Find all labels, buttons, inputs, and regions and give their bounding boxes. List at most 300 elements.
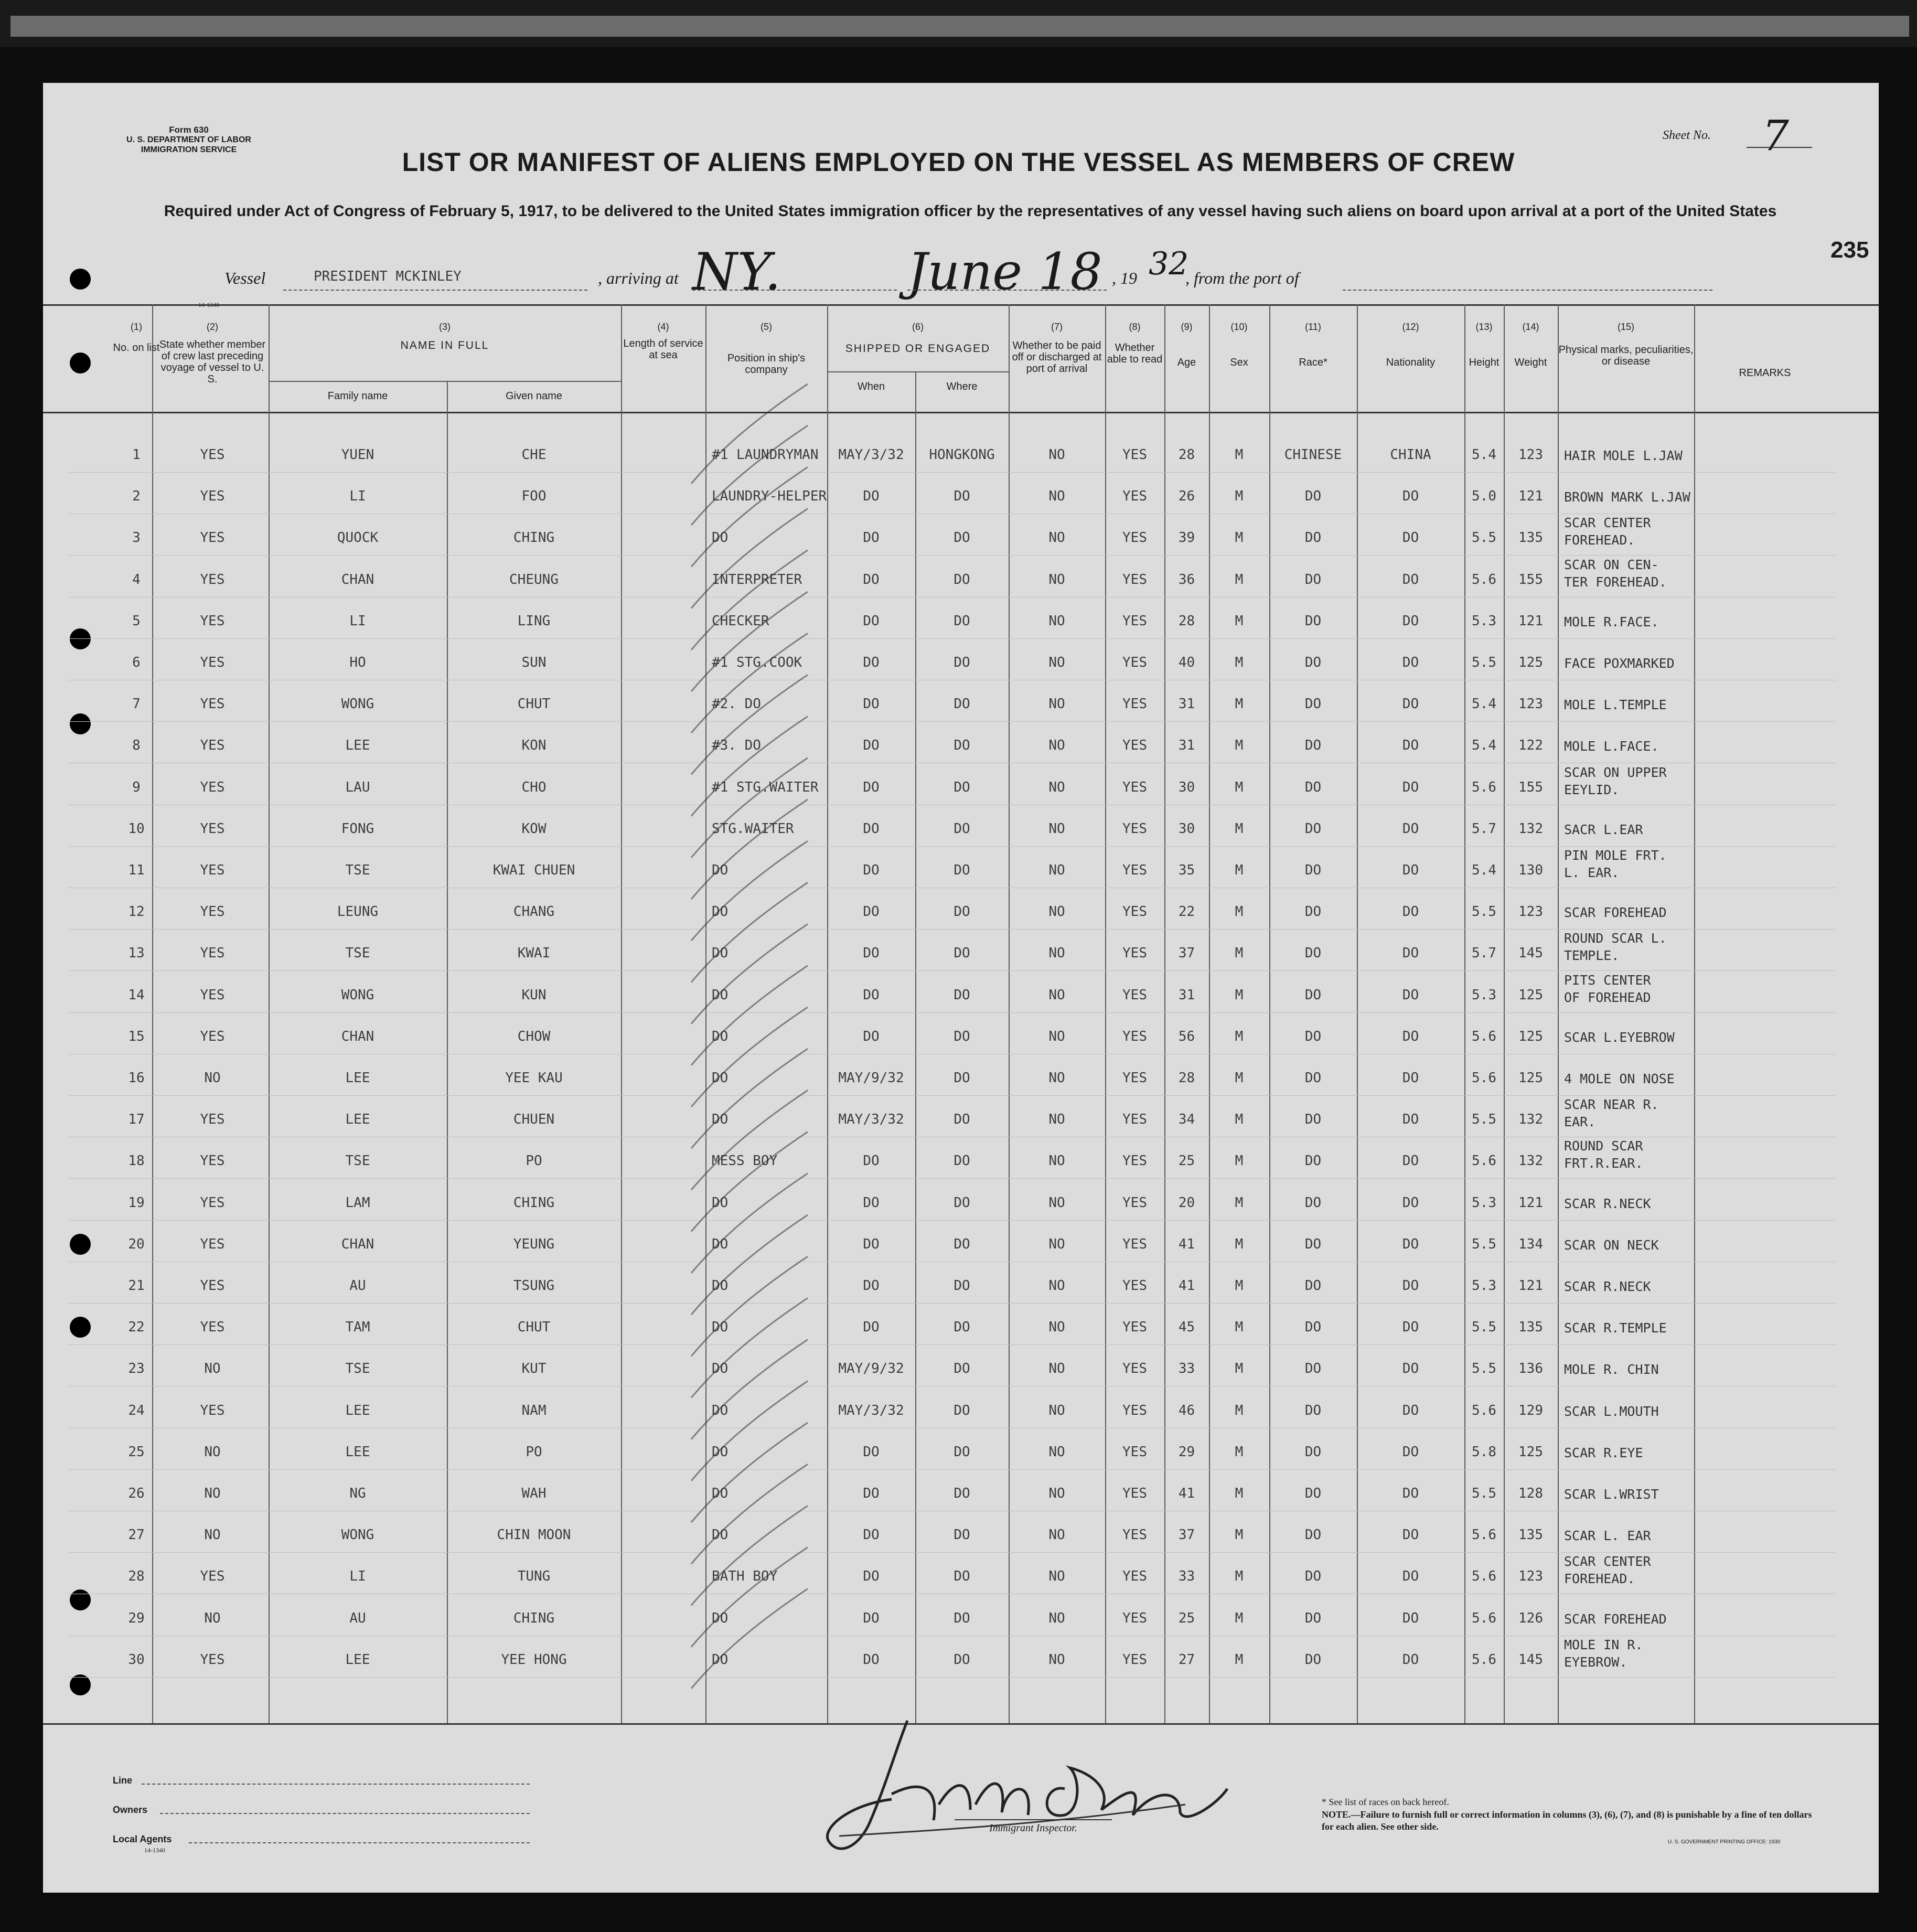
cell-weight: 125 [1518, 987, 1543, 1003]
cell-height: 5.3 [1472, 1278, 1496, 1294]
cell-height: 5.6 [1472, 1610, 1496, 1626]
cell-sex: M [1235, 447, 1244, 463]
cell-prev: YES [200, 1278, 225, 1294]
cell-sex: M [1235, 1444, 1244, 1460]
cell-weight: 129 [1518, 1403, 1543, 1418]
cell-physical-marks: SCAR CENTER [1564, 1554, 1651, 1569]
from-port-underline [1343, 290, 1712, 291]
cell-no: 15 [128, 1029, 145, 1044]
cell-position: LAUNDRY-HELPER [712, 488, 827, 504]
cell-where: DO [954, 862, 970, 878]
cell-nat: DO [1402, 1652, 1419, 1668]
cell-physical-marks: SCAR L.WRIST [1564, 1487, 1659, 1502]
cell-nat: DO [1402, 1361, 1419, 1376]
col4-header [621, 321, 705, 361]
cell-height: 5.7 [1472, 821, 1496, 837]
cell-race: DO [1304, 1527, 1322, 1543]
cell-paid: NO [1048, 780, 1065, 795]
cell-age: 27 [1178, 1652, 1195, 1668]
cell-sex: M [1235, 1527, 1244, 1543]
cell-no: 17 [128, 1112, 145, 1127]
col5-header [705, 321, 827, 376]
cell-no: 11 [128, 862, 145, 878]
row-rule [68, 1469, 1836, 1470]
cell-height: 5.6 [1472, 780, 1496, 795]
cell-nat: DO [1402, 738, 1419, 753]
cell-race: DO [1304, 1070, 1322, 1086]
cell-height: 5.5 [1472, 530, 1496, 546]
cell-age: 41 [1178, 1486, 1195, 1501]
cell-race: DO [1304, 1236, 1322, 1252]
cell-sex: M [1235, 1153, 1244, 1169]
cell-nat: DO [1402, 1444, 1419, 1460]
cell-race: DO [1304, 1486, 1322, 1501]
cell-prev: YES [200, 488, 225, 504]
cell-given: CHOW [517, 1029, 551, 1044]
cell-family: LAM [345, 1195, 370, 1211]
cell-physical-marks: PITS CENTER [1564, 973, 1651, 988]
page-title: LIST OR MANIFEST OF ALIENS EMPLOYED ON THE VESSEL AS MEMBERS OF CREW [402, 147, 1515, 177]
cell-height: 5.3 [1472, 1195, 1496, 1211]
date-underline [907, 290, 1107, 291]
cell-prev: YES [200, 904, 225, 920]
cell-given: KUT [521, 1361, 547, 1376]
cell-when: DO [863, 1029, 880, 1044]
cell-race: DO [1304, 1195, 1322, 1211]
cell-when: DO [863, 1568, 880, 1584]
cell-read: YES [1122, 1278, 1147, 1294]
cell-position: #3. DO [712, 738, 761, 753]
cell-weight: 132 [1518, 821, 1543, 837]
cell-where: DO [954, 696, 970, 712]
cell-race: DO [1304, 1568, 1322, 1584]
cell-when: DO [863, 1195, 880, 1211]
cell-family: AU [349, 1278, 366, 1294]
cell-position: #2. DO [712, 696, 761, 712]
cell-nat: DO [1402, 1486, 1419, 1501]
cell-nat: DO [1402, 1153, 1419, 1169]
cell-physical-marks: SCAR ON NECK [1564, 1237, 1659, 1253]
cell-where: DO [954, 1153, 970, 1169]
cell-physical-marks: ROUND SCAR [1564, 1138, 1643, 1154]
cell-paid: NO [1048, 1070, 1065, 1086]
name-subheader-line [269, 381, 621, 382]
cell-paid: NO [1048, 862, 1065, 878]
inspector-label: Immigrant Inspector. [989, 1822, 1077, 1834]
cell-height: 5.4 [1472, 862, 1496, 878]
cell-physical-marks: SCAR ON CEN- [1564, 557, 1659, 572]
row-rule [68, 1178, 1836, 1179]
cell-sex: M [1235, 696, 1244, 712]
cell-where: DO [954, 945, 970, 961]
family-name-header: Family name [327, 390, 388, 402]
cell-paid: NO [1048, 1568, 1065, 1584]
cell-family: YUEN [341, 447, 374, 463]
cell-paid: NO [1048, 821, 1065, 837]
cell-nat: DO [1402, 1195, 1419, 1211]
col-number: (9) [1181, 322, 1193, 332]
cell-read: YES [1122, 530, 1147, 546]
cell-given: FOO [521, 488, 547, 504]
cell-sex: M [1235, 1029, 1244, 1044]
cell-race: DO [1304, 945, 1322, 961]
cell-position: DO [712, 1444, 729, 1460]
cell-no: 28 [128, 1568, 145, 1584]
cell-height: 5.6 [1472, 1070, 1496, 1086]
cell-read: YES [1122, 987, 1147, 1003]
cell-age: 31 [1178, 987, 1195, 1003]
cell-family: QUOCK [337, 530, 379, 546]
cell-position: DO [712, 904, 729, 920]
cell-position: DO [712, 1319, 729, 1335]
cell-physical-marks: ROUND SCAR L. [1564, 931, 1667, 946]
cell-when: MAY/3/32 [838, 1403, 904, 1418]
cell-given: CHING [513, 1195, 555, 1211]
cell-read: YES [1122, 821, 1147, 837]
cell-height: 5.5 [1472, 1486, 1496, 1501]
cell-weight: 136 [1518, 1361, 1543, 1376]
cell-where: DO [954, 1652, 970, 1668]
cell-no: 29 [128, 1610, 145, 1626]
cell-sex: M [1235, 821, 1244, 837]
cell-when: DO [863, 1527, 880, 1543]
cell-height: 5.6 [1472, 1652, 1496, 1668]
cell-weight: 121 [1518, 613, 1543, 629]
cell-age: 37 [1178, 1527, 1195, 1543]
cell-read: YES [1122, 488, 1147, 504]
cell-nat: DO [1402, 945, 1419, 961]
cell-prev: YES [200, 780, 225, 795]
port-underline [692, 290, 897, 291]
cell-nat: DO [1402, 987, 1419, 1003]
cell-when: DO [863, 572, 880, 588]
cell-read: YES [1122, 572, 1147, 588]
cell-weight: 132 [1518, 1112, 1543, 1127]
cell-when: DO [863, 1319, 880, 1335]
row-rule [68, 1344, 1836, 1345]
cell-read: YES [1122, 655, 1147, 670]
cell-no: 23 [128, 1361, 145, 1376]
col-number: (7) [1051, 322, 1063, 332]
cell-given: TUNG [517, 1568, 551, 1584]
cell-family: TSE [345, 1361, 370, 1376]
cell-weight: 125 [1518, 655, 1543, 670]
cell-physical-marks: MOLE L.FACE. [1564, 739, 1659, 754]
cell-read: YES [1122, 1568, 1147, 1584]
cell-when: DO [863, 696, 880, 712]
cell-height: 5.8 [1472, 1444, 1496, 1460]
cell-height: 5.6 [1472, 1568, 1496, 1584]
cell-height: 5.6 [1472, 1153, 1496, 1169]
cell-where: HONGKONG [929, 447, 995, 463]
cell-weight: 125 [1518, 1029, 1543, 1044]
punch-hole [70, 353, 91, 373]
cell-race: DO [1304, 780, 1322, 795]
col-number: (13) [1475, 322, 1493, 332]
col-label: Sex [1230, 357, 1248, 368]
sheet-number: 7 [1762, 111, 1789, 160]
cell-position: DO [712, 1236, 729, 1252]
cell-position: DO [712, 1278, 729, 1294]
col-label: State whether member of crew last preceding voyage of vessel to U. S. [159, 339, 266, 385]
cell-height: 5.3 [1472, 987, 1496, 1003]
cell-physical-marks: SCAR FOREHEAD [1564, 905, 1667, 920]
cell-paid: NO [1048, 613, 1065, 629]
col-number: (14) [1522, 322, 1539, 332]
cell-nat: DO [1402, 1070, 1419, 1086]
cell-paid: NO [1048, 1112, 1065, 1127]
cell-prev: YES [200, 1403, 225, 1418]
cell-family: LEE [345, 1444, 370, 1460]
cell-position: DO [712, 1527, 729, 1543]
cell-weight: 123 [1518, 447, 1543, 463]
cell-physical-marks: TER FOREHEAD. [1564, 574, 1667, 590]
cell-prev: YES [200, 1195, 225, 1211]
cell-given: CHANG [513, 904, 555, 920]
cell-nat: DO [1402, 572, 1419, 588]
cell-given: SUN [521, 655, 547, 670]
punch-hole [70, 628, 91, 649]
cell-read: YES [1122, 1029, 1147, 1044]
col-number: (3) [439, 322, 451, 332]
cell-nat: DO [1402, 1236, 1419, 1252]
cell-age: 33 [1178, 1568, 1195, 1584]
cell-age: 41 [1178, 1236, 1195, 1252]
col15-header [1558, 321, 1694, 367]
cell-when: DO [863, 780, 880, 795]
cell-family: LEUNG [337, 904, 379, 920]
cell-weight: 134 [1518, 1236, 1543, 1252]
cell-when: DO [863, 530, 880, 546]
cell-where: DO [954, 1486, 970, 1501]
cell-age: 20 [1178, 1195, 1195, 1211]
cell-family: HO [349, 655, 366, 670]
cell-paid: NO [1048, 1236, 1065, 1252]
punch-hole [70, 1234, 91, 1255]
cell-physical-marks: SCAR L.MOUTH [1564, 1404, 1659, 1419]
cell-read: YES [1122, 945, 1147, 961]
cell-where: DO [954, 1361, 970, 1376]
cell-given: YEE HONG [501, 1652, 567, 1668]
row-rule [68, 1012, 1836, 1013]
owners-label: Owners [113, 1805, 148, 1815]
cell-read: YES [1122, 862, 1147, 878]
cell-race: CHINESE [1284, 447, 1342, 463]
col-label: Race* [1299, 357, 1327, 368]
cell-height: 5.3 [1472, 613, 1496, 629]
cell-weight: 125 [1518, 1070, 1543, 1086]
cell-sex: M [1235, 488, 1244, 504]
page-number: 235 [1830, 237, 1869, 263]
col-label: NAME IN FULL [400, 339, 489, 351]
cell-no: 13 [128, 945, 145, 961]
cell-physical-marks: TEMPLE. [1564, 948, 1620, 963]
cell-race: DO [1304, 821, 1322, 837]
cell-when: DO [863, 1486, 880, 1501]
cell-height: 5.6 [1472, 1527, 1496, 1543]
cell-when: DO [863, 1236, 880, 1252]
cell-age: 28 [1178, 447, 1195, 463]
cell-position: DO [712, 1652, 729, 1668]
cell-nat: DO [1402, 904, 1419, 920]
cell-family: TSE [345, 945, 370, 961]
cell-position: DO [712, 1361, 729, 1376]
from-port-label: , from the port of [1185, 269, 1299, 287]
cell-when: DO [863, 904, 880, 920]
cell-paid: NO [1048, 1153, 1065, 1169]
cell-given: WAH [521, 1486, 547, 1501]
cell-family: AU [349, 1610, 366, 1626]
cell-sex: M [1235, 945, 1244, 961]
row-rule [68, 1303, 1836, 1304]
cell-age: 22 [1178, 904, 1195, 920]
cell-no: 3 [132, 530, 141, 546]
cell-paid: NO [1048, 447, 1065, 463]
cell-when: DO [863, 1610, 880, 1626]
cell-given: YEUNG [513, 1236, 555, 1252]
cell-age: 39 [1178, 530, 1195, 546]
row-rule [68, 1220, 1836, 1221]
cell-when: DO [863, 1278, 880, 1294]
cell-nat: DO [1402, 655, 1419, 670]
cell-paid: NO [1048, 1278, 1065, 1294]
where-header: Where [946, 381, 978, 392]
cell-age: 37 [1178, 945, 1195, 961]
cell-race: DO [1304, 904, 1322, 920]
cell-when: DO [863, 862, 880, 878]
cell-where: DO [954, 1444, 970, 1460]
cell-read: YES [1122, 1319, 1147, 1335]
cell-age: 28 [1178, 613, 1195, 629]
cell-when: MAY/9/32 [838, 1361, 904, 1376]
cell-no: 26 [128, 1486, 145, 1501]
line-label: Line [113, 1775, 133, 1786]
cell-height: 5.5 [1472, 904, 1496, 920]
cell-position: #1 STG.WAITER [712, 780, 819, 795]
row-rule [68, 638, 1836, 639]
form-code: 14-1340 [198, 301, 219, 308]
cell-position: DO [712, 1029, 729, 1044]
table-header-border [43, 412, 1879, 413]
cell-when: DO [863, 613, 880, 629]
cell-position: CHECKER [712, 613, 769, 629]
cell-prev: NO [204, 1527, 221, 1543]
cell-family: CHAN [341, 1029, 374, 1044]
cell-where: DO [954, 488, 970, 504]
cell-physical-marks: MOLE IN R. [1564, 1637, 1643, 1652]
cell-where: DO [954, 1070, 970, 1086]
cell-position: DO [712, 530, 729, 546]
cell-paid: NO [1048, 1444, 1065, 1460]
cell-physical-marks: L. EAR. [1564, 865, 1620, 880]
cell-read: YES [1122, 1195, 1147, 1211]
col-number: (4) [657, 322, 669, 332]
cell-weight: 135 [1518, 530, 1543, 546]
cell-read: YES [1122, 1527, 1147, 1543]
cell-given: KUN [521, 987, 547, 1003]
cell-prev: YES [200, 1652, 225, 1668]
cell-prev: YES [200, 1112, 225, 1127]
col-number: (10) [1230, 322, 1248, 332]
cell-age: 30 [1178, 780, 1195, 795]
cell-position: DO [712, 1112, 729, 1127]
cell-race: DO [1304, 1319, 1322, 1335]
cell-nat: DO [1402, 1029, 1419, 1044]
cell-physical-marks: FOREHEAD. [1564, 1571, 1635, 1586]
cell-no: 21 [128, 1278, 145, 1294]
cell-read: YES [1122, 1236, 1147, 1252]
arrival-date: June 18 [907, 242, 1102, 301]
cell-race: DO [1304, 572, 1322, 588]
cell-nat: DO [1402, 862, 1419, 878]
cell-height: 5.5 [1472, 1112, 1496, 1127]
col3-header [269, 321, 621, 351]
arriving-label: , arriving at [598, 269, 679, 287]
cell-paid: NO [1048, 904, 1065, 920]
cell-height: 5.5 [1472, 1361, 1496, 1376]
cell-family: WONG [341, 1527, 374, 1543]
cell-height: 5.7 [1472, 945, 1496, 961]
printing-office: U. S. GOVERNMENT PRINTING OFFICE: 1930 [1668, 1839, 1781, 1845]
col-number: (12) [1402, 322, 1419, 332]
cell-race: DO [1304, 696, 1322, 712]
cell-height: 5.6 [1472, 1403, 1496, 1418]
cell-given: CHIN MOON [497, 1527, 571, 1543]
cell-paid: NO [1048, 1527, 1065, 1543]
inspector-signature [818, 1700, 1269, 1867]
cell-no: 22 [128, 1319, 145, 1335]
cell-weight: 121 [1518, 1195, 1543, 1211]
cell-where: DO [954, 1236, 970, 1252]
col7-header [1009, 321, 1105, 375]
cell-when: DO [863, 1444, 880, 1460]
cell-age: 31 [1178, 696, 1195, 712]
when-header: When [857, 381, 885, 392]
col1-header [110, 321, 163, 354]
cell-given: YEE KAU [505, 1070, 563, 1086]
cell-given: CHE [521, 447, 547, 463]
cell-prev: YES [200, 821, 225, 837]
given-name-header: Given name [506, 390, 562, 402]
col-label: Length of service at sea [623, 338, 703, 361]
cell-age: 30 [1178, 821, 1195, 837]
cell-position: BATH BOY [712, 1568, 778, 1584]
cell-read: YES [1122, 780, 1147, 795]
cell-prev: YES [200, 1029, 225, 1044]
cell-when: DO [863, 1153, 880, 1169]
cell-where: DO [954, 1278, 970, 1294]
row-rule [68, 970, 1836, 971]
cell-race: DO [1304, 738, 1322, 753]
cell-paid: NO [1048, 1361, 1065, 1376]
vessel-label: Vessel [224, 269, 266, 287]
cell-weight: 121 [1518, 1278, 1543, 1294]
cell-where: DO [954, 1527, 970, 1543]
cell-weight: 135 [1518, 1319, 1543, 1335]
cell-prev: YES [200, 655, 225, 670]
cell-age: 34 [1178, 1112, 1195, 1127]
cell-sex: M [1235, 780, 1244, 795]
cell-nat: DO [1402, 1610, 1419, 1626]
cell-physical-marks: FOREHEAD. [1564, 532, 1635, 548]
cell-prev: YES [200, 572, 225, 588]
punch-hole [70, 1589, 91, 1610]
line-underline [142, 1784, 530, 1785]
cell-read: YES [1122, 447, 1147, 463]
col-label: Weight [1514, 357, 1547, 368]
cell-paid: NO [1048, 530, 1065, 546]
cell-race: DO [1304, 1444, 1322, 1460]
